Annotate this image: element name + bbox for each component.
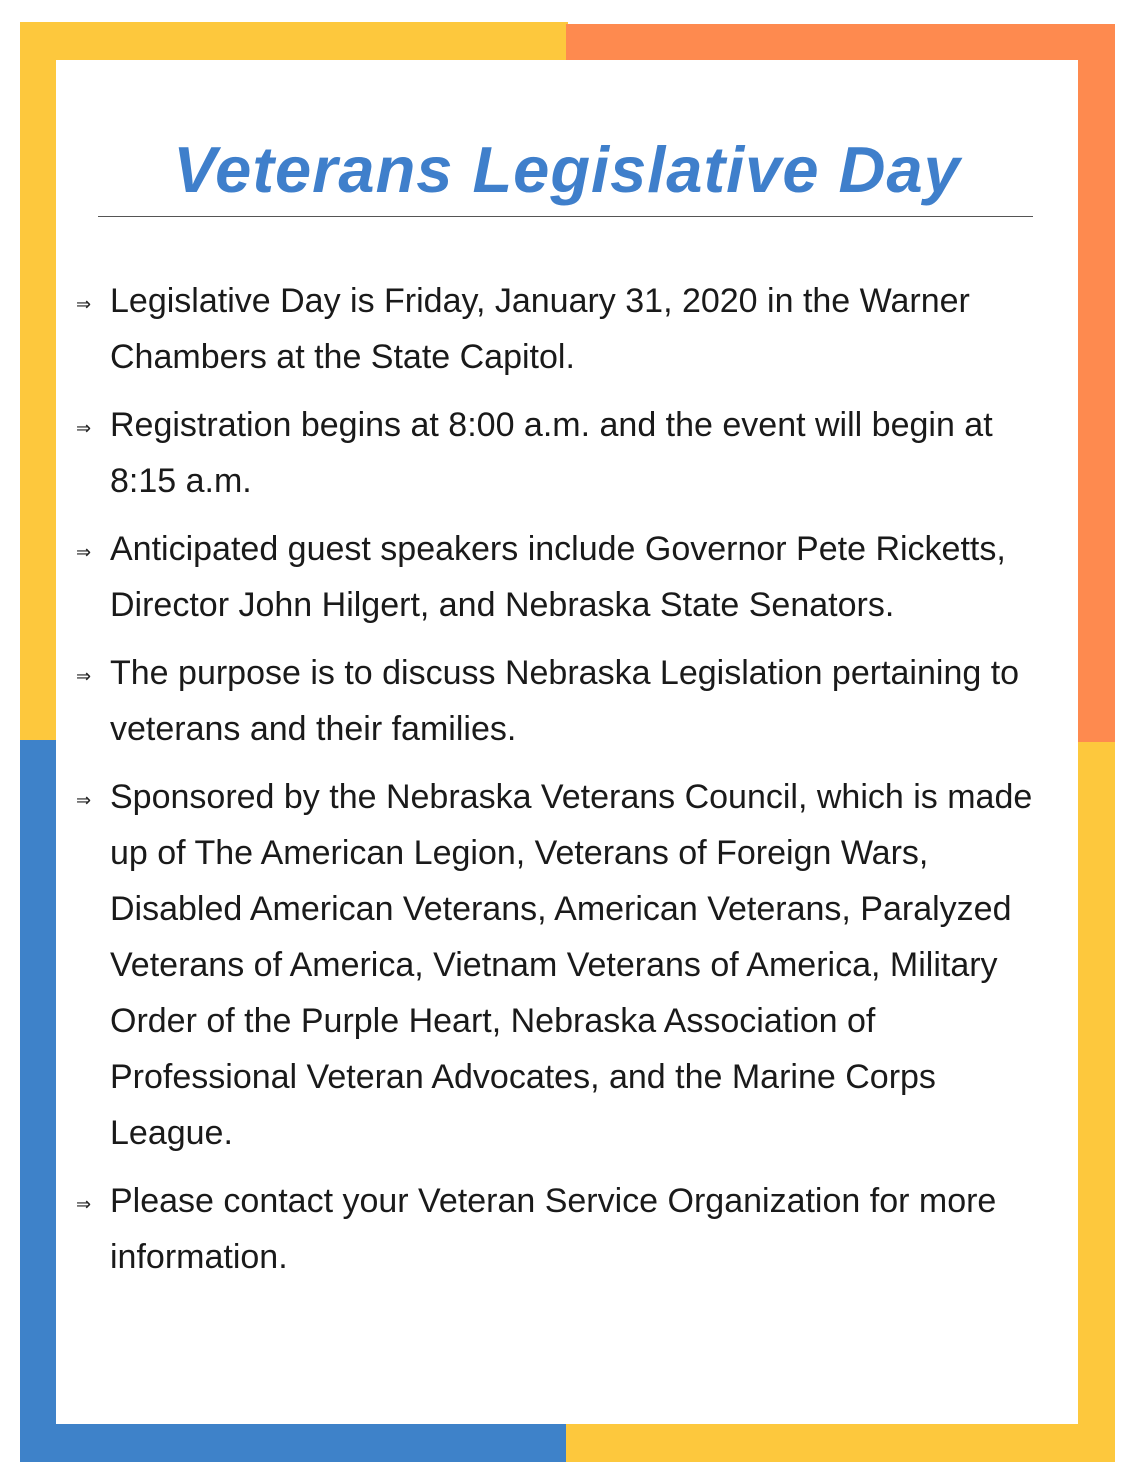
arrow-bullet-icon: ⇒	[76, 1194, 92, 1214]
list-item	[56, 397, 1078, 509]
page-title: Veterans Legislative Day	[173, 133, 961, 206]
bullet-text: Registration begins at 8:00 a.m. and the event will begin at 8:15 a.m.	[110, 406, 993, 500]
arrow-bullet-icon: ⇒	[76, 666, 92, 686]
list-item	[56, 521, 1078, 633]
list-item	[56, 273, 1078, 385]
arrow-bullet-icon: ⇒	[76, 418, 92, 438]
bullet-text: Anticipated guest speakers include Governor Pete Ricketts, Director John Hilgert, and Nebraska State Senators.	[110, 530, 1006, 624]
bullet-text: Sponsored by the Nebraska Veterans Council, which is made up of The American Legion, Veterans of Foreign Wars, Disabled American Veterans, American Veterans, Paralyzed Veterans of America, Vietnam Veterans of America, Military Order of the Purple Heart, Nebraska Association of Professional Veteran Advocates, and the Marine Corps League.	[110, 778, 1033, 1152]
arrow-bullet-icon: ⇒	[76, 790, 92, 810]
bullet-list	[56, 273, 1078, 1297]
list-item	[56, 769, 1078, 1161]
flyer-panel	[56, 60, 1078, 1424]
arrow-bullet-icon: ⇒	[76, 542, 92, 562]
bullet-text: The purpose is to discuss Nebraska Legislation pertaining to veterans and their families.	[110, 654, 1020, 748]
arrow-bullet-icon: ⇒	[76, 294, 92, 314]
title-underline	[98, 216, 1033, 217]
list-item	[56, 1173, 1078, 1285]
bullet-text: Please contact your Veteran Service Organization for more information.	[110, 1182, 997, 1276]
list-item	[56, 645, 1078, 757]
bullet-text: Legislative Day is Friday, January 31, 2020 in the Warner Chambers at the State Capitol.	[110, 282, 970, 376]
